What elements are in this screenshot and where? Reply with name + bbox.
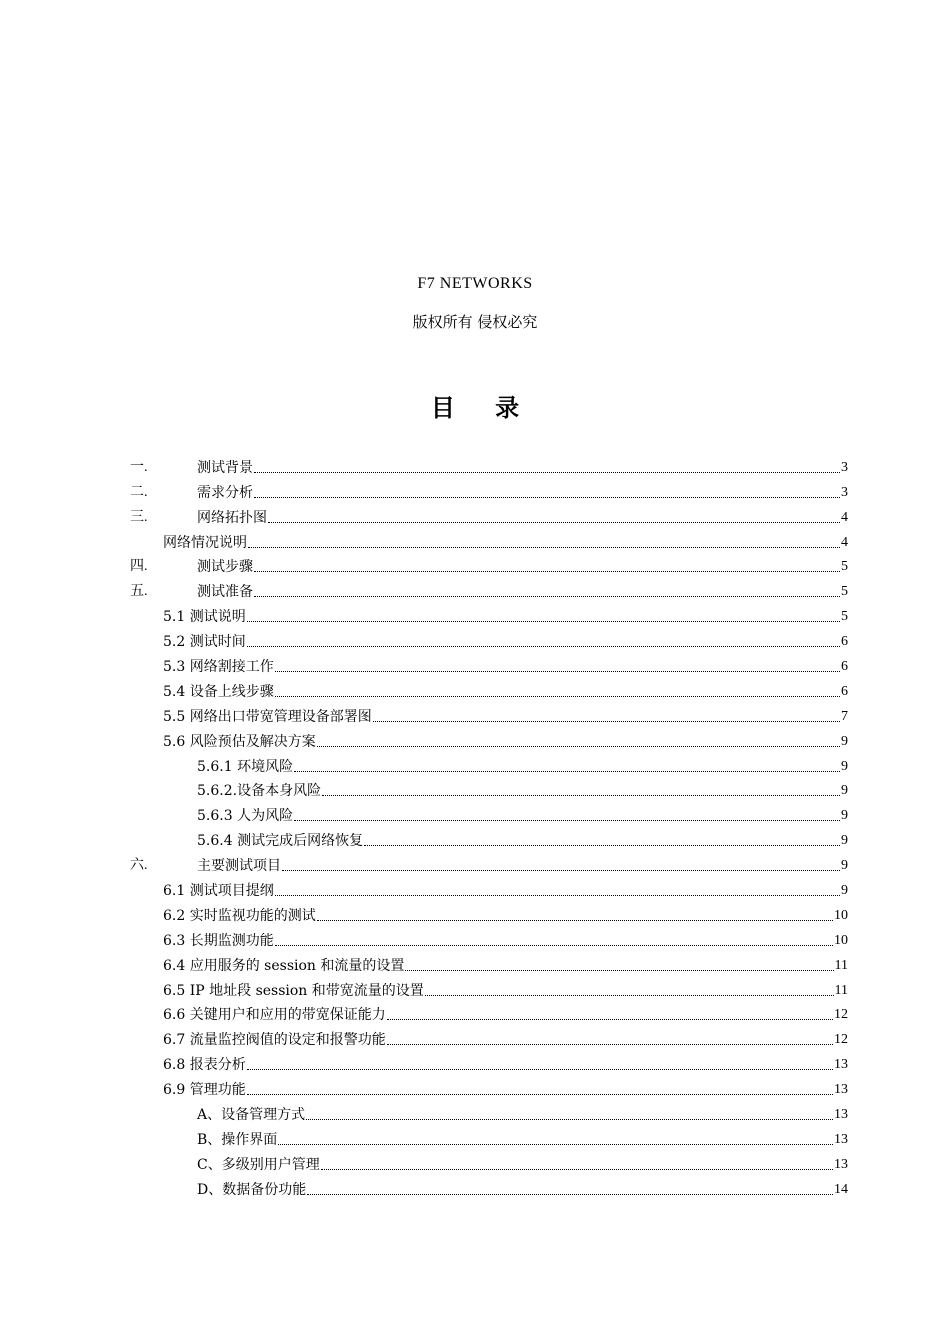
toc-entry-page: 13 [834,1082,848,1098]
toc-entry-number: 五. [130,584,148,600]
toc-entry-label: 5.3 网络割接工作 [163,659,274,676]
toc-entry-page: 5 [841,609,848,625]
toc-entry-label: 测试准备 [197,584,253,601]
toc-entry[interactable] [130,676,848,701]
toc-dot-leader [317,745,840,747]
toc-entry[interactable] [130,601,848,626]
toc-entry-page: 5 [841,559,848,575]
toc-entry-label: 5.6.3 人为风险 [197,808,294,825]
toc-dot-leader [387,1043,833,1045]
toc-entry-label: 5.4 设备上线步骤 [163,683,274,700]
toc-entry-label: 6.7 流量监控阀值的设定和报警功能 [163,1032,386,1049]
toc-entry-label: 6.8 报表分析 [163,1057,246,1074]
toc-entry-label: 6.3 长期监测功能 [163,932,274,949]
toc-entry-page: 3 [841,459,848,475]
toc-entry[interactable] [130,1049,848,1074]
toc-entry-label: 5.6 风险预估及解决方案 [163,733,316,750]
toc-dot-leader [387,1018,833,1020]
toc-dot-leader [322,794,840,796]
toc-dot-leader [268,521,840,523]
toc-title: 目 录 [430,393,536,422]
toc-entry-label: 网络拓扑图 [197,509,267,526]
toc-dot-leader [307,1193,833,1195]
toc-entry-label: 测试步骤 [197,559,253,576]
toc-dot-leader [405,969,833,971]
toc-entry-page: 9 [841,733,848,749]
toc-entry-label: 5.5 网络出口带宽管理设备部署图 [163,708,372,725]
toc-entry[interactable] [130,552,848,577]
toc-entry-number: 四. [130,559,148,575]
toc-entry[interactable] [130,1174,848,1199]
toc-entry-page: 12 [834,1007,848,1023]
company-name: F7 NETWORKS [417,275,533,292]
toc-entry[interactable] [130,875,848,900]
toc-entry[interactable] [130,975,848,1000]
toc-entry-label: 6.2 实时监视功能的测试 [163,907,316,924]
toc-entry[interactable] [130,527,848,552]
toc-entry[interactable] [130,751,848,776]
toc-entry-number: 三. [130,509,148,525]
toc-entry-page: 9 [841,883,848,899]
toc-dot-leader [254,496,840,498]
toc-dot-leader [373,720,840,722]
toc-entry[interactable] [130,1124,848,1149]
toc-dot-leader [317,919,833,921]
toc-entry-number: 一. [130,459,148,475]
toc-entry-page: 11 [834,982,848,998]
toc-entry-page: 5 [841,584,848,600]
toc-entry-page: 9 [841,758,848,774]
toc-entry-label: 6.4 应用服务的 session 和流量的设置 [163,957,405,974]
toc-entry-page: 9 [841,833,848,849]
toc-dot-leader [254,471,840,473]
toc-entry-page: 3 [841,484,848,500]
toc-entry[interactable] [130,800,848,825]
toc-entry-label: A、设备管理方式 [197,1107,306,1124]
toc-dot-leader [275,670,840,672]
toc-entry[interactable] [130,477,848,502]
toc-entry-page: 10 [834,932,848,948]
toc-entry-page: 13 [834,1057,848,1073]
toc-entry[interactable] [130,925,848,950]
toc-entry-page: 13 [834,1131,848,1147]
toc-dot-leader [247,1093,833,1095]
toc-entry-page: 11 [834,957,848,973]
toc-entry-page: 6 [841,659,848,675]
toc-entry[interactable] [130,626,848,651]
toc-dot-leader [254,570,840,572]
toc-entry-label: 5.1 测试说明 [163,609,246,626]
table-of-contents [130,452,848,1199]
toc-entry-page: 13 [834,1156,848,1172]
toc-entry-label: 主要测试项目 [197,858,281,875]
toc-entry-page: 9 [841,858,848,874]
toc-dot-leader [364,844,840,846]
toc-dot-leader [294,770,840,772]
toc-dot-leader [247,645,840,647]
toc-entry-page: 4 [841,534,848,550]
toc-entry-page: 6 [841,683,848,699]
toc-entry-page: 14 [834,1181,848,1197]
toc-entry-label: C、多级别用户管理 [197,1156,320,1173]
toc-entry[interactable] [130,701,848,726]
toc-entry-page: 7 [841,708,848,724]
toc-entry-page: 6 [841,634,848,650]
toc-dot-leader [306,1118,833,1120]
toc-entry[interactable] [130,1074,848,1099]
toc-entry[interactable] [130,651,848,676]
toc-entry-label: 需求分析 [197,484,253,501]
toc-entry-page: 4 [841,509,848,525]
toc-entry-label: 5.6.4 测试完成后网络恢复 [197,833,364,850]
toc-entry[interactable] [130,726,848,751]
toc-entry-page: 12 [834,1032,848,1048]
toc-entry[interactable] [130,1149,848,1174]
toc-dot-leader [321,1168,833,1170]
toc-entry-number: 二. [130,484,148,500]
toc-entry-label: B、操作界面 [197,1131,278,1148]
toc-entry-number: 六. [130,858,148,874]
toc-entry[interactable] [130,825,848,850]
toc-entry-label: 网络情况说明 [163,534,247,551]
toc-dot-leader [275,894,840,896]
toc-entry[interactable] [130,1000,848,1025]
toc-entry-page: 9 [841,808,848,824]
toc-entry[interactable] [130,576,848,601]
toc-entry-label: 5.6.1 环境风险 [197,758,294,775]
toc-entry[interactable] [130,900,848,925]
toc-entry-label: 6.9 管理功能 [163,1082,246,1099]
toc-dot-leader [254,595,840,597]
toc-dot-leader [425,994,834,996]
toc-entry[interactable] [130,950,848,975]
toc-entry-label: 6.6 关键用户和应用的带宽保证能力 [163,1007,386,1024]
toc-dot-leader [275,944,833,946]
toc-entry[interactable] [130,776,848,801]
toc-entry[interactable] [130,1024,848,1049]
toc-entry-label: 测试背景 [197,459,253,476]
toc-dot-leader [278,1143,833,1145]
copyright-notice: 版权所有 侵权必究 [412,313,538,331]
toc-dot-leader [294,819,840,821]
toc-entry[interactable] [130,1099,848,1124]
toc-dot-leader [282,869,840,871]
toc-entry[interactable] [130,850,848,875]
toc-entry[interactable] [130,502,848,527]
toc-entry-page: 9 [841,783,848,799]
toc-entry[interactable] [130,452,848,477]
toc-entry-page: 10 [834,907,848,923]
toc-entry-label: 6.5 IP 地址段 session 和带宽流量的设置 [163,982,424,999]
toc-entry-label: D、数据备份功能 [197,1181,307,1198]
toc-dot-leader [275,695,840,697]
toc-dot-leader [247,1068,833,1070]
toc-dot-leader [248,546,840,548]
toc-dot-leader [247,620,840,622]
toc-entry-label: 5.2 测试时间 [163,634,246,651]
toc-entry-label: 6.1 测试项目提纲 [163,883,274,900]
toc-entry-page: 13 [834,1107,848,1123]
toc-entry-label: 5.6.2.设备本身风险 [197,783,322,800]
